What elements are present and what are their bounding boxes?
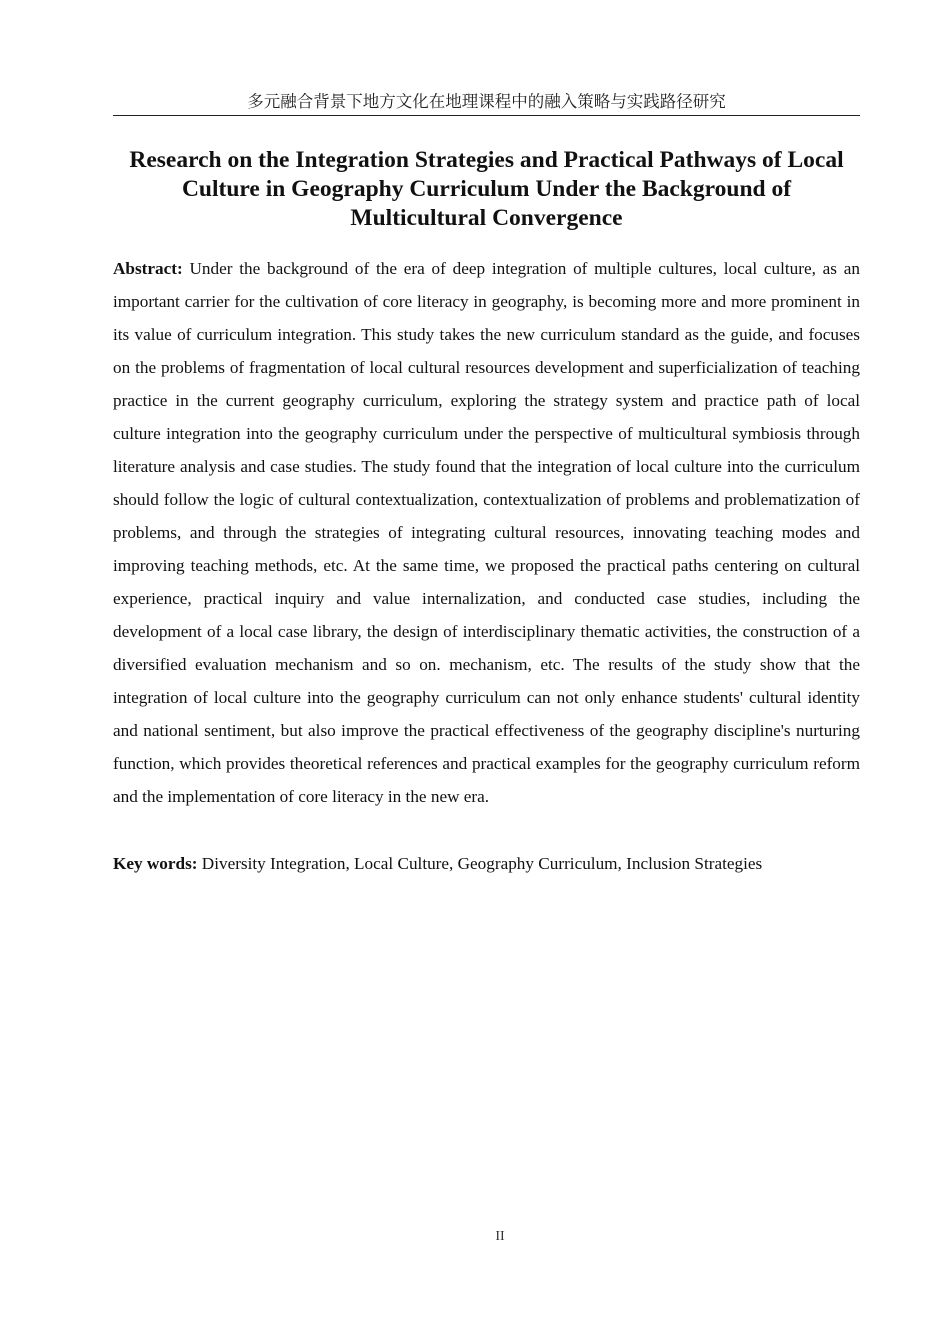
abstract-paragraph [113,252,860,813]
abstract-label: Abstract: [113,259,183,278]
keywords-paragraph [113,847,860,880]
keywords-label: Key words: [113,854,198,873]
abstract-text: Under the background of the era of deep integration of multiple cultures, local culture, as an important carrier for the cultivation of core literacy in geography, is becoming more and more prominent in its value of curriculum integration. This study takes the new curriculum standard as the guide, and focuses on the problems of fragmentation of local cultural resources development and superficialization of teaching practice in the current geography curriculum, exploring the strategy system and practice path of local culture integration into the geography curriculum under the perspective of multicultural symbiosis through literature analysis and case studies. The study found that the integration of local culture into the curriculum should follow the logic of cultural contextualization, contextualization of problems and problematization of problems, and through the strategies of integrating cultural resources, innovating teaching modes and improving teaching methods, etc. At the same time, we proposed the practical paths centering on cultural experience, practical inquiry and value internalization, and conducted case studies, including the development of a local case library, the design of interdisciplinary thematic activities, the construction of a diversified evaluation mechanism and so on. mechanism, etc. The results of the study show that the integration of local culture into the geography curriculum can not only enhance students' cultural identity and national sentiment, but also improve the practical effectiveness of the geography discipline's nurturing function, which provides theoretical references and practical examples for the geography curriculum reform and the implementation of core literacy in the new era. [113,259,860,806]
document-title: Research on the Integration Strategies and Practical Pathways of Local Culture in Geography Curriculum Under the Background of Multicultural Convergence [129,147,844,231]
page-number: II [495,1229,505,1244]
running-header: 多元融合背景下地方文化在地理课程中的融入策略与实践路径研究 [113,91,860,116]
keywords-text: Diversity Integration, Local Culture, Geography Curriculum, Inclusion Strategies [201,854,763,873]
